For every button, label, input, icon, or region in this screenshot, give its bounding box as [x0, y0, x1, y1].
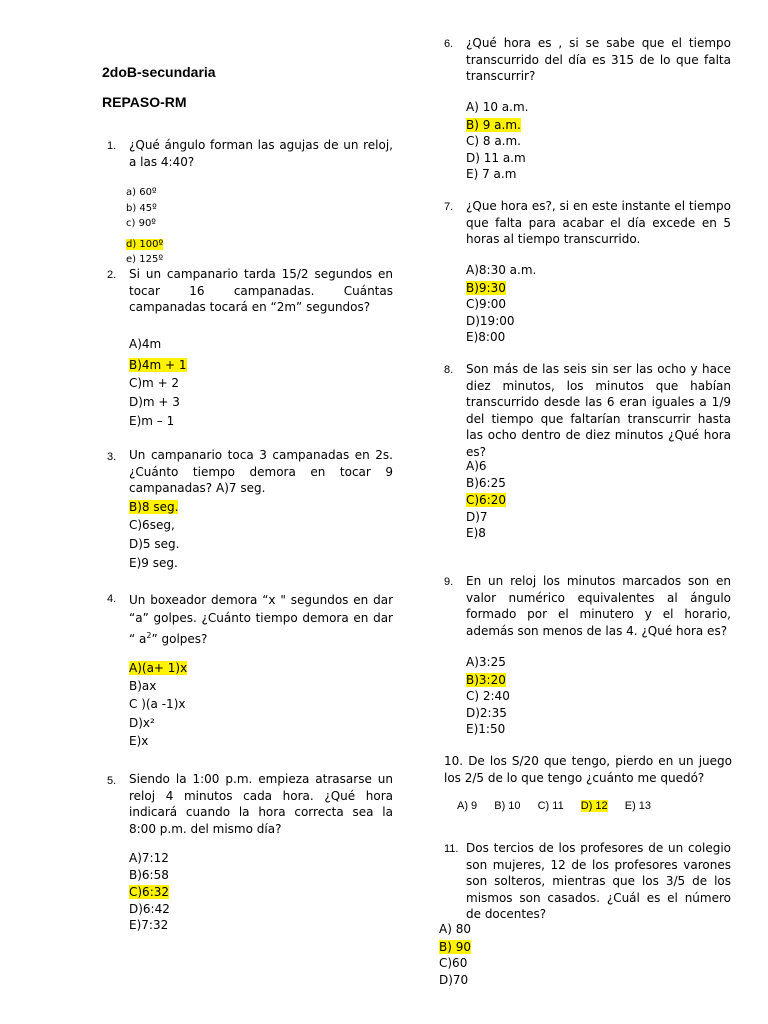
question-number: 3. — [107, 451, 117, 463]
answer-option-highlighted: B)3:20 — [466, 672, 506, 687]
answer-option: D) 11 a.m — [466, 150, 526, 165]
answer-options — [129, 850, 170, 934]
grade-heading: 2doB-secundaria — [102, 64, 216, 80]
answer-option: C) 11 — [537, 800, 564, 812]
question-text: Dos tercios de los profesores de un colegio son mujeres, 12 de los profesores varones son solteros, mientras que los 3/5 de los mismos son casados. ¿Cuál es el número de docentes? — [466, 841, 731, 921]
question-text: Son más de las seis sin ser las ocho y hace diez minutos, los minutos que habían transcurrido desde las 6 eran iguales a 1/9 del tiempo que faltarían transcurrir hasta las ocho dentro de diez minutos ¿Qué hora es? — [466, 362, 731, 459]
answer-option-highlighted: B)8 seg. — [129, 500, 179, 514]
answer-option-highlighted: D) 12 — [580, 800, 608, 812]
answer-options — [129, 335, 187, 431]
answer-option: A) 80 — [439, 922, 471, 936]
answer-options — [126, 185, 163, 268]
question-number: 10. — [444, 754, 464, 768]
answer-option: e) 125º — [126, 254, 164, 265]
answer-option-highlighted: A)(a+ 1)x — [129, 661, 188, 675]
answer-options — [466, 458, 506, 542]
answer-option: c) 90º — [126, 218, 157, 229]
answer-option: E)9 seg. — [129, 555, 178, 570]
answer-option: B)6:25 — [466, 475, 506, 490]
answer-option-highlighted: B) 9 a.m. — [466, 117, 521, 132]
question-number: 8. — [444, 364, 454, 376]
answer-option: a) 60º — [126, 187, 157, 198]
question-number: 4. — [107, 593, 117, 605]
answer-option: D)6:42 — [129, 901, 170, 916]
answer-option: E) 7 a.m — [466, 167, 517, 181]
answer-option: A) 10 a.m. — [466, 100, 529, 114]
answer-option: D)70 — [439, 972, 469, 987]
answer-option-highlighted: B)4m + 1 — [129, 358, 187, 372]
answer-options — [466, 262, 536, 346]
question-number: 6. — [444, 38, 454, 50]
answer-option: E)x — [129, 734, 149, 748]
answer-option: D)2:35 — [466, 705, 507, 720]
question-number: 11. — [444, 843, 459, 855]
answer-option: b) 45º — [126, 202, 157, 214]
question-number: 2. — [107, 269, 117, 281]
answer-option: B) 10 — [494, 800, 521, 812]
question-number: 7. — [444, 201, 454, 213]
answer-option: E)8 — [466, 526, 486, 540]
answer-option: B)ax — [129, 678, 157, 693]
question-text: En un reloj los minutos marcados son en valor numérico equivalentes al ángulo formado por el minutero y el horario, además son menos de las 4. ¿Qué hora es? — [466, 574, 731, 638]
answer-options — [466, 654, 510, 738]
answer-option: A)3:25 — [466, 655, 506, 669]
answer-option: D)5 seg. — [129, 536, 180, 551]
answer-option: C)9:00 — [466, 297, 507, 311]
answer-option-highlighted: B) 90 — [439, 939, 471, 954]
answer-option-highlighted: C)6:20 — [466, 493, 507, 507]
answer-options — [466, 99, 528, 183]
question-text: Un campanario toca 3 campanadas en 2s. ¿Cuánto tiempo demora en tocar 9 campanadas? A)7 seg. — [129, 448, 393, 495]
question-text: ¿Qué hora es , si se sabe que el tiempo transcurrido del día es 315 de lo que falta transcurrir? — [466, 36, 731, 83]
question-text: 10. De los S/20 que tengo, pierdo en un juego los 2/5 de lo que tengo ¿cuánto me quedó? — [444, 754, 732, 785]
answer-option: C)60 — [439, 956, 468, 970]
question-text: ¿Qué ángulo forman las agujas de un reloj, a las 4:40? — [129, 138, 393, 169]
answer-option-inline: A)7 seg. — [216, 481, 266, 495]
answer-option: D)x² — [129, 715, 155, 730]
answer-option: E)m – 1 — [129, 413, 175, 428]
answer-options — [439, 921, 471, 988]
answer-option: C )(a -1)x — [129, 697, 186, 711]
answer-option: A)6 — [466, 459, 487, 473]
answer-option-highlighted: d) 100º — [126, 238, 164, 250]
answer-option: A)8:30 a.m. — [466, 263, 537, 277]
superscript: 2 — [146, 631, 152, 640]
answer-option: E)1:50 — [466, 722, 506, 736]
answer-option: D)7 — [466, 509, 488, 524]
answer-option: E) 13 — [624, 800, 652, 812]
page-title: REPASO-RM — [102, 94, 187, 110]
answer-option: C) 2:40 — [466, 689, 510, 703]
answer-options — [129, 658, 187, 751]
answer-option: A)4m — [129, 337, 162, 351]
answer-option: D)19:00 — [466, 313, 515, 328]
answer-option-highlighted: B)9:30 — [466, 280, 506, 295]
answer-option: D)m + 3 — [129, 394, 180, 409]
answer-option: C) 8 a.m. — [466, 134, 521, 148]
answer-option: C)m + 2 — [129, 375, 180, 390]
answer-option: A)7:12 — [129, 851, 169, 865]
question-number: 5. — [107, 775, 117, 787]
question-text: Si un campanario tarda 15/2 segundos en tocar 16 campanadas. Cuántas campanadas tocará en “2m” segundos? — [129, 267, 393, 314]
question-number: 9. — [444, 576, 454, 588]
answer-option: A) 9 — [457, 800, 478, 812]
question-text: Siendo la 1:00 p.m. empieza atrasarse un reloj 4 minutos cada hora. ¿Qué hora indicará cuando la hora correcta sea la 8:00 p.m. del mismo día? — [129, 772, 393, 836]
answer-option-highlighted: C)6:32 — [129, 885, 170, 899]
question-number: 1. — [107, 140, 117, 152]
question-text: ¿Que hora es?, si en este instante el tiempo que falta para acabar el día excede en 5 horas al tiempo transcurrido. — [466, 199, 731, 246]
answer-option: E)8:00 — [466, 330, 506, 344]
answer-options — [457, 800, 665, 812]
answer-option: C)6seg, — [129, 517, 175, 532]
question-text: Un boxeador demora “x " segundos en dar “a” golpes. ¿Cuánto tiempo demora en dar “ $a^2$” golpes? — [129, 593, 393, 646]
answer-option: B)6:58 — [129, 867, 169, 882]
answer-options — [129, 496, 179, 573]
answer-option: E)7:32 — [129, 918, 169, 932]
